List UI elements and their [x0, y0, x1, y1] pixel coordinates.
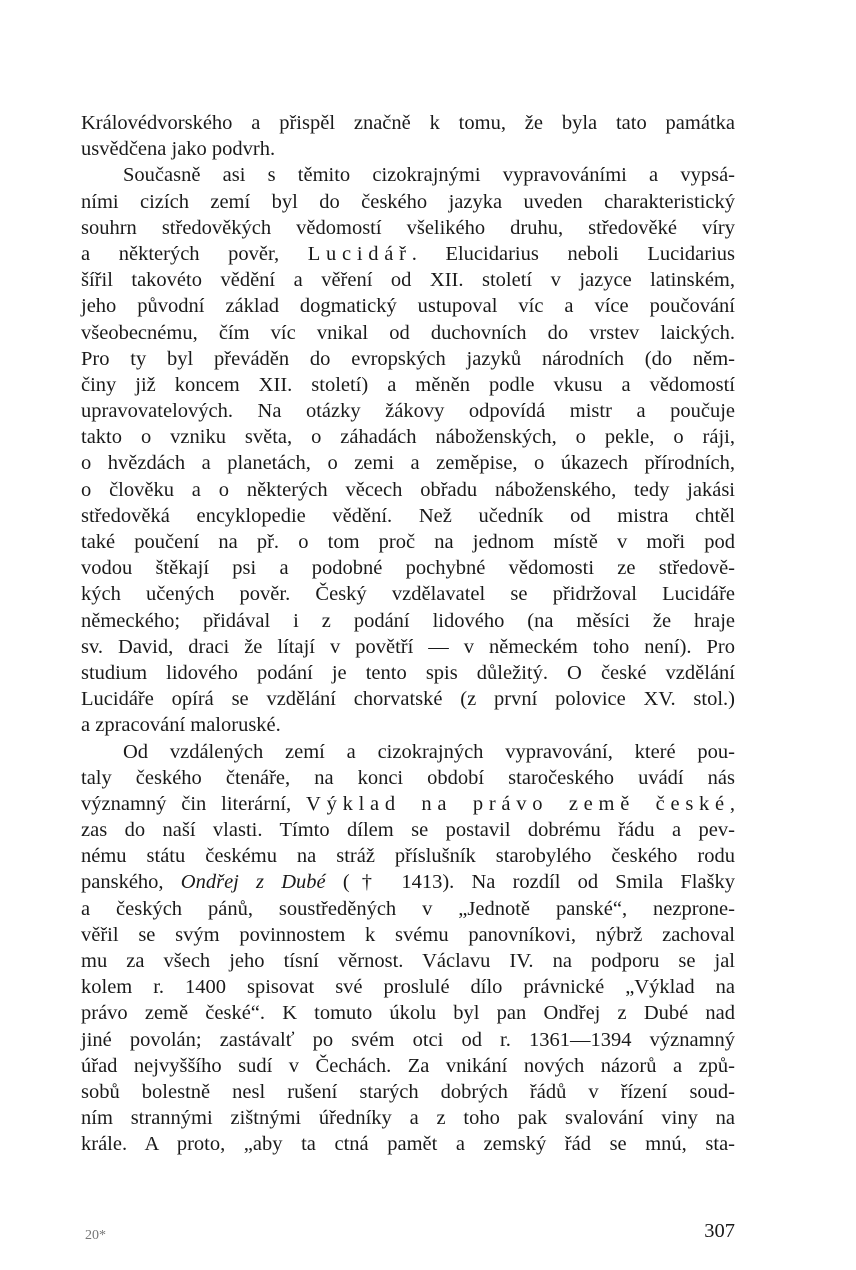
- text-line: šířil takovéto vědění a věření od XII. století v jazyce latinském,: [81, 269, 735, 292]
- text-line: jiné povolán; zastávalť po svém otci od r. 1361—1394 významný: [81, 1028, 735, 1051]
- text-line: mu za všech jeho tísní věrnost. Václavu IV. na podporu se jal: [81, 950, 735, 972]
- text-line: nému státu českému na stráž příslušník starobylého českého rodu: [81, 845, 735, 868]
- text-line: [81, 241, 735, 267]
- text-line: o člověku a o některých věcech obřadu náboženského, tedy jakási: [81, 478, 735, 501]
- page-footer: [81, 1220, 735, 1250]
- text-line: Lucidáře opírá se vzdělání chorvatské (z první polovice XV. stol.): [81, 688, 735, 711]
- text-line: krále. A proto, „aby ta ctná pamět a zemský řád se mnú, sta-: [81, 1133, 735, 1156]
- text-line: ním strannými zištnými úředníky a z toho pak svalování viny na: [81, 1107, 735, 1130]
- text-line: také poučení na př. o tom proč na jednom místě v moři pod: [81, 531, 735, 553]
- text-line: kolem r. 1400 spisovat své proslulé dílo právnické „Výklad na: [81, 976, 735, 999]
- text-line: právo země české“. K tomuto úkolu byl pan Ondřej z Dubé nad: [81, 1002, 735, 1025]
- text-line: taly českého čtenáře, na konci období staročeského uvádí nás: [81, 766, 735, 789]
- text-line: kých učených pověr. Český vzdělavatel se přidržoval Lucidáře: [81, 583, 735, 606]
- page-text: [81, 110, 735, 1158]
- text-line: studium lidového podání je tento spis důležitý. O české vzdělání: [81, 661, 735, 684]
- text-line: vodou štěkají psi a podobné pochybné vědomosti ze středově-: [81, 557, 735, 580]
- text-line: a zpracování maloruské.: [81, 714, 281, 737]
- text-line: zas do naší vlasti. Tímto dílem se postavil dobrému řádu a pev-: [81, 819, 735, 842]
- text-line: [81, 791, 735, 817]
- text-line: souhrn středověkých vědomostí všelikého druhu, středověké víry: [81, 216, 735, 239]
- text-line: sobů bolestně nesl rušení starých dobrých řádů v řízení soud-: [81, 1080, 735, 1103]
- text-line: [81, 869, 735, 895]
- text-line: Současně asi s těmito cizokrajnými vypravováními a vypsá-: [123, 164, 735, 187]
- text-line: činy již koncem XII. století) a měněn podle vkusu a vědomostí: [81, 373, 735, 396]
- text-segment: a některých pověr,: [81, 242, 280, 265]
- emphasized-title: Výklad na právo země české: [306, 792, 730, 815]
- text-line: upravovatelových. Na otázky žákovy odpovídá mistr a poučuje: [81, 400, 735, 423]
- text-line: věřil se svým povinnostem k svému panovníkovi, nýbrž zachoval: [81, 923, 735, 946]
- text-segment: panského,: [81, 871, 164, 894]
- emphasized-title: Lucidář: [307, 242, 412, 265]
- text-segment: († 1413). Na rozdíl od Smila Flašky: [342, 871, 736, 894]
- text-line: Královédvorského a přispěl značně k tomu, že byla tato památka: [81, 112, 735, 134]
- text-line: německého; přidával i z podání lidového (na měsíci že hraje: [81, 609, 735, 632]
- text-segment: významný čin literární,: [81, 792, 292, 815]
- text-line: a českých pánů, soustředěných v „Jednotě panské“, nezprone-: [81, 897, 735, 920]
- text-line: úřad nejvyššího sudí v Čechách. Za vnikání nových názorů a způ-: [81, 1054, 735, 1077]
- text-line: takto o vzniku světa, o záhadách náboženských, o pekle, o ráji,: [81, 426, 735, 449]
- text-line: Od vzdálených zemí a cizokrajných vypravování, které pou-: [123, 740, 735, 763]
- text-line: sv. David, draci že lítají v povětří — v německém toho není). Pro: [81, 635, 735, 658]
- text-line: usvědčena jako podvrh.: [81, 138, 276, 161]
- text-line: Pro ty byl převáděn do evropských jazyků národních (do něm-: [81, 347, 735, 370]
- text-line: jeho původní základ dogmatický ustupoval víc a více poučování: [81, 295, 735, 318]
- author-name: Ondřej z Dubé: [180, 871, 326, 894]
- text-segment: . Elucidarius neboli Lucidarius: [411, 242, 735, 265]
- text-line: středověká encyklopedie vědění. Než učedník od mistra chtěl: [81, 504, 735, 527]
- text-segment: ,: [729, 792, 735, 815]
- text-line: ními cizích zemí byl do českého jazyka uveden charakteristický: [81, 190, 735, 213]
- printer-signature: 20*: [85, 1228, 106, 1243]
- text-line: o hvězdách a planetách, o zemi a zeměpise, o úkazech přírodních,: [81, 452, 735, 475]
- text-line: všeobecnému, čím víc vnikal od duchovních do vrstev laických.: [81, 321, 735, 344]
- page-number: 307: [704, 1220, 735, 1242]
